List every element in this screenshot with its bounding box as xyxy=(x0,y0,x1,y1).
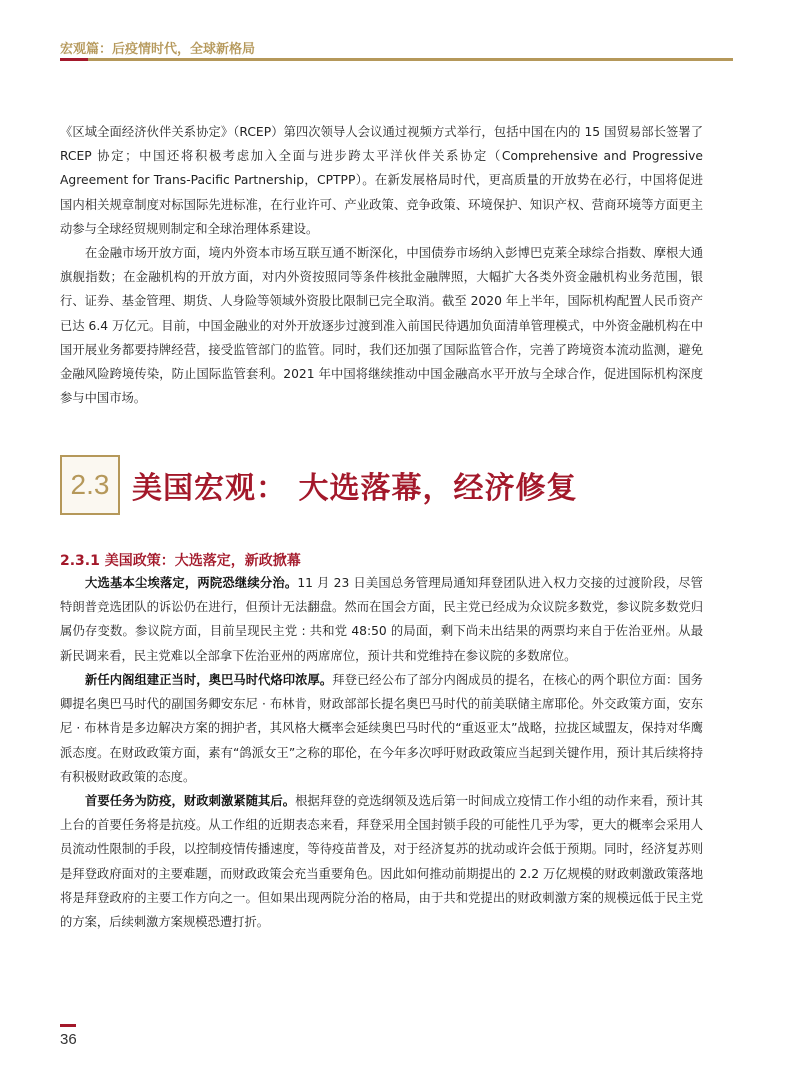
paragraph-priorities-body: 根据拜登的竞选纲领及选后第一时间成立疫情工作小组的动作来看，预计其上台的首要任务将是抗疫。从工作组的近期表态来看，拜登采用全国封锁手段的可能性几乎为零，更大的概率会采用人员流动性限制的手段，以控制疫情传播速度，等待疫苗普及，对于经济复苏的扰动或许会低于预期。同时，经济复苏则是拜登政府面对的主要难题，而财政政策会充当重要角色。因此如何推动前期提出的 2.2 万亿规模的财政刺激政策落地将是拜登政府的主要工作方向之一。但如果出现两院分治的格局，由于共和党提出的财政刺激方案的规模远低于民主党的方案，后续刺激方案规模恐遭打折。 xyxy=(60,794,703,930)
paragraph-rcep: 《区域全面经济伙伴关系协定》（RCEP）第四次领导人会议通过视频方式举行，包括中国在内的 15 国贸易部长签署了 RCEP 协定；中国还将积极考虑加入全面与进步跨太平洋伙伴关系协定（Comprehensive and Progressive Agreement for Trans-Pacific Partnership，CPTPP）。在新发展格局时代，更高质量的开放势在必行，中国将促进国内相关规章制度对标国际先进标准，在行业许可、产业政策、竞争政策、环境保护、知识产权、营商环境等方面更主动参与全球经贸规则制定和全球治理体系建设。 xyxy=(60,125,703,236)
header-rule-accent xyxy=(60,58,88,61)
paragraph-election xyxy=(60,571,703,668)
section-title: 美国宏观： 大选落幕，经济修复 xyxy=(132,471,578,506)
paragraph-cabinet xyxy=(60,668,703,789)
page-number: 36 xyxy=(60,1031,77,1048)
paragraph-financial-opening: 在金融市场开放方面，境内外资本市场互联互通不断深化，中国债券市场纳入彭博巴克莱全球综合指数、摩根大通旗舰指数；在金融机构的开放方面，对内外资按照同等条件核批金融牌照，大幅扩大各类外资金融机构业务范围，银行、证券、基金管理、期货、人身险等领域外资股比限制已完全取消。截至 2020 年上半年，国际机构配置人民币资产已达 6.4 万亿元。目前，中国金融业的对外开放逐步过渡到准入前国民待遇加负面清单管理模式，中外资金融机构在中国开展业务都要持牌经营，接受监管部门的监管。同时，我们还加强了国际监管合作，完善了跨境资本流动监测，避免金融风险跨境传染，防止国际监管套利。2021 年中国将继续推动中国金融高水平开放与全球合作，促进国际机构深度参与中国市场。 xyxy=(60,246,703,406)
subsection-title: 2.3.1 美国政策：大选落定，新政掀幕 xyxy=(60,553,301,569)
header-rule xyxy=(60,58,733,61)
paragraph-election-body: 11 月 23 日美国总务管理局通知拜登团队进入权力交接的过渡阶段，尽管特朗普竞选团队的诉讼仍在进行，但预计无法翻盘。然而在国会方面，民主党已经成为众议院多数党，参议院多数党归属仍存变数。参议院方面，目前呈现民主党 : 共和党 48:50 的局面，剩下尚未出结果的两票均来自于佐治亚州。从最新民调来看，民主党难以全部拿下佐治亚州的两席席位，预计共和党维持在参议院的多数席位。 xyxy=(60,576,703,663)
paragraph-cabinet-lead: 新任内阁组建正当时，奥巴马时代烙印浓厚。 xyxy=(85,673,333,687)
section-number-box: 2.3 xyxy=(60,455,120,515)
section-heading xyxy=(60,455,660,519)
paragraph-election-lead: 大选基本尘埃落定，两院恐继续分治。 xyxy=(85,576,298,590)
footer-accent-bar xyxy=(60,1024,76,1027)
paragraph-priorities-lead: 首要任务为防疫，财政刺激紧随其后。 xyxy=(85,794,296,808)
paragraph-priorities xyxy=(60,789,703,934)
paragraph-cabinet-body: 拜登已经公布了部分内阁成员的提名，在核心的两个职位方面：国务卿提名奥巴马时代的副国务卿安东尼 · 布林肯，财政部部长提名奥巴马时代的前美联储主席耶伦。外交政策方面，安东尼 · 布林肯是多边解决方案的拥护者，其风格大概率会延续奥巴马时代的“重返亚太”战略，拉拢区域盟友，保持对华鹰派态度。在财政政策方面，素有“鸽派女王”之称的耶伦，在今年多次呼吁财政政策应当起到关键作用，预计其后续将持有积极财政政策的态度。 xyxy=(60,673,703,784)
running-header: 宏观篇：后疫情时代，全球新格局 xyxy=(60,42,256,57)
